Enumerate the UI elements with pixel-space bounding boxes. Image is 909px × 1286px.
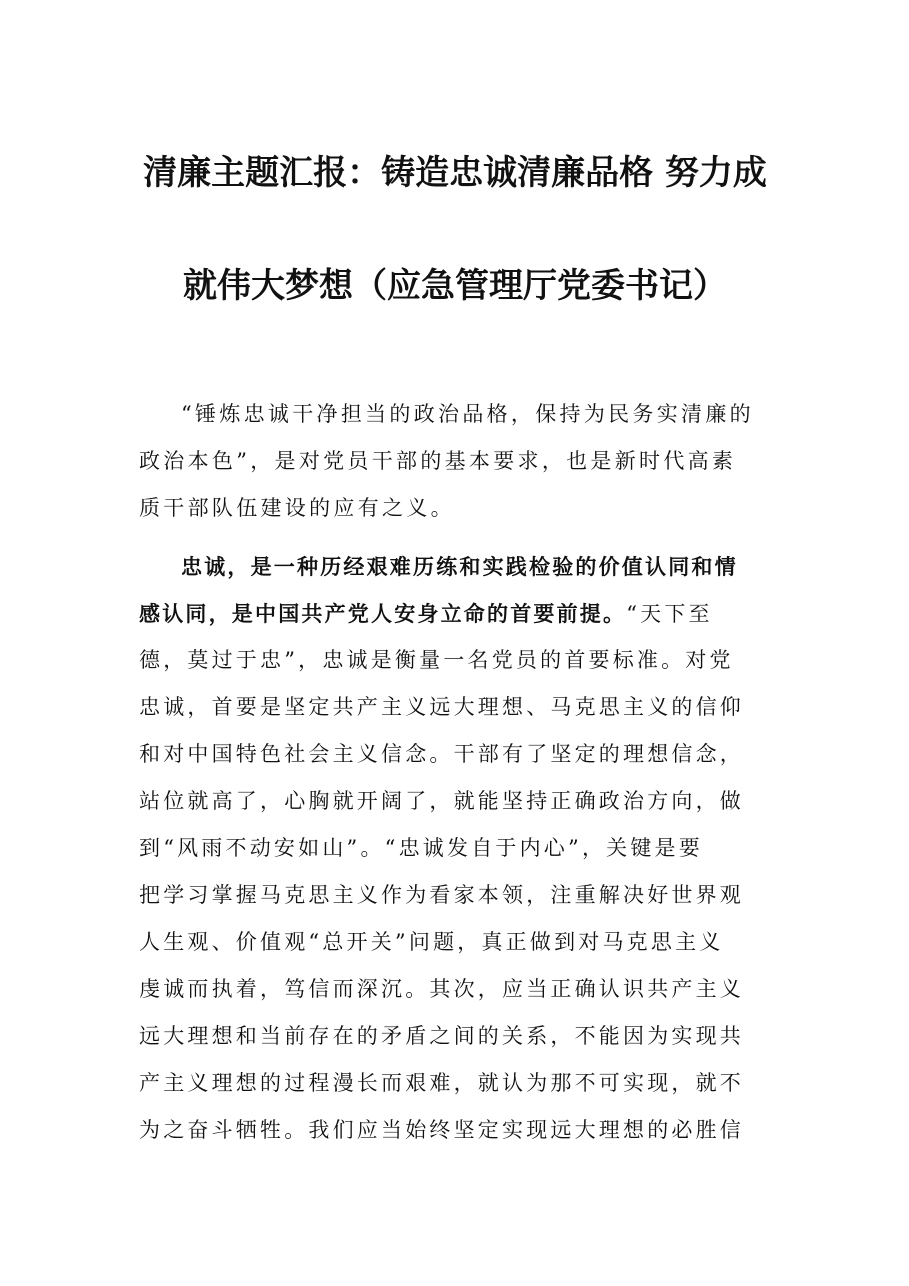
paragraph-line bbox=[139, 590, 774, 637]
paragraph-text: “天下至 bbox=[626, 602, 713, 626]
paragraph-loyalty bbox=[139, 543, 774, 1154]
paragraph-line: “锤炼忠诚干净担当的政治品格，保持为民务实清廉的 bbox=[181, 402, 754, 426]
paragraph-line: 站位就高了，心胸就开阔了，就能坚持正确政治方向，做 bbox=[139, 789, 744, 813]
bold-lead-text: 感认同，是中国共产党人安身立命的首要前提。 bbox=[139, 601, 627, 626]
paragraph-line: 质干部队伍建设的应有之义。 bbox=[139, 496, 455, 520]
paragraph-line: 到“风雨不动安如山”。“忠诚发自于内心”，关键是要 bbox=[139, 836, 703, 860]
paragraph-line: 人生观、价值观“总开关”问题，真正做到对马克思主义 bbox=[139, 930, 724, 954]
paragraph-line bbox=[139, 543, 774, 590]
document-title-line-1: 清廉主题汇报：铸造忠诚清廉品格 努力成 bbox=[143, 153, 767, 193]
paragraph-line: 忠诚，首要是坚定共产主义远大理想、马克思主义的信仰 bbox=[139, 695, 744, 719]
document-title-line-2: 就伟大梦想（应急管理厅党委书记） bbox=[183, 266, 727, 306]
paragraph-line: 产主义理想的过程漫长而艰难，就认为那不可实现，就不 bbox=[139, 1071, 744, 1095]
paragraph-line: 德，莫过于忠”，忠诚是衡量一名党员的首要标准。对党 bbox=[139, 648, 734, 672]
bold-lead-text: 忠诚，是一种历经艰难历练和实践检验的价值认同和情 bbox=[181, 554, 738, 579]
paragraph-line: 政治本色”，是对党员干部的基本要求，也是新时代高素 bbox=[139, 449, 737, 473]
paragraph-intro bbox=[139, 391, 774, 532]
paragraph-line: 为之奋斗牺牲。我们应当始终坚定实现远大理想的必胜信 bbox=[139, 1118, 744, 1142]
paragraph-line: 和对中国特色社会主义信念。干部有了坚定的理想信念， bbox=[139, 742, 744, 766]
paragraph-line: 远大理想和当前存在的矛盾之间的关系，不能因为实现共 bbox=[139, 1024, 744, 1048]
paragraph-line: 虔诚而执着，笃信而深沉。其次，应当正确认识共产主义 bbox=[139, 977, 744, 1001]
paragraph-line: 把学习掌握马克思主义作为看家本领，注重解决好世界观 bbox=[139, 883, 744, 907]
